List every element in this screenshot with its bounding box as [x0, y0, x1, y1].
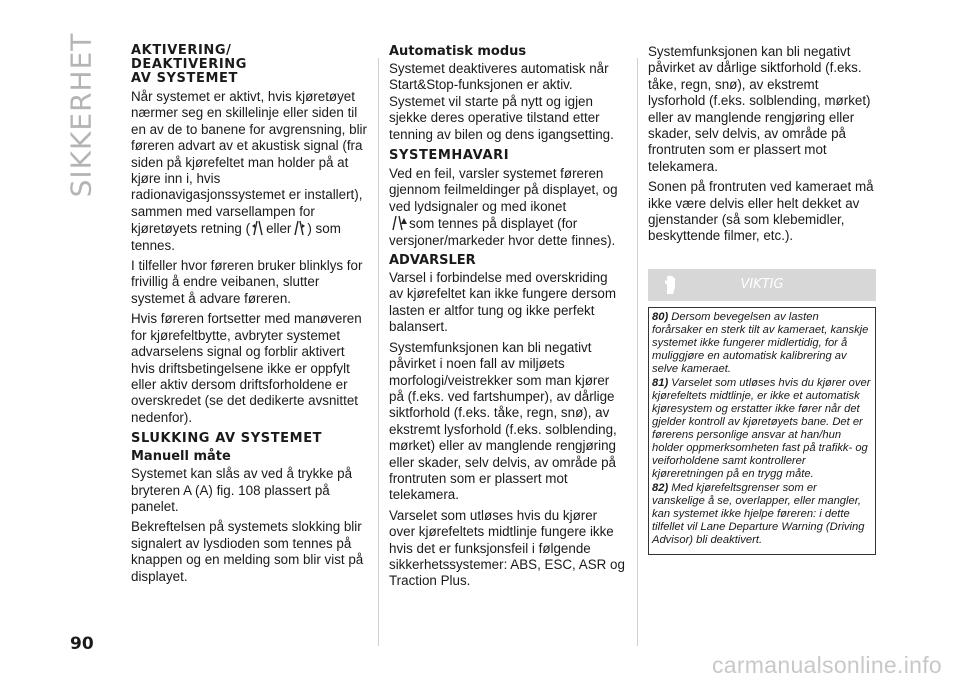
subheading-advarsler: ADVARSLER: [389, 253, 476, 269]
paragraph: Varsel i forbindelse med overskriding av kjørefeltet kan ikke fungere dersom lasten er altfor tung og ikke perfekt balansert.: [389, 270, 617, 335]
paragraph: Når systemet er aktivt, hvis kjøretøyet nærmer seg en skillelinje eller siden til en av de to banene for avgrensning, blir føreren advart av et akustisk signal (fra siden på kjørefeltet man holder på at kjøre inn i, hvis radionavigasjonssystemet er installert), sammen med varsellampen for kjøretøyets retning ( eller ) som tennes.: [131, 89, 367, 253]
column-3: [648, 44, 876, 555]
paragraph: Sonen på frontruten ved kameraet må ikke være delvis eller helt dekket av gjenstander (så som klebemidler, beskyttende filmer, etc.).: [648, 179, 874, 244]
viktig-label: VIKTIG: [740, 276, 784, 292]
note-82: 82) Med kjørefeltsgrenser som er vanskelige å se, overlapper, eller mangler, kan systemet ikke hjelpe føreren: i dette tilfellet vil Lane Departure Warning (Driving Advisor) bli deaktivert.: [652, 481, 865, 546]
column-divider-1: [378, 58, 379, 646]
paragraph: Hvis føreren fortsetter med manøveren for kjørefeltbytte, avbryter systemet advarselens signal og forblir aktivert hvis driftsbetingelsene ikke er oppfylt eller aktiv dersom driftsforholdene er overskredet (se det dedikerte avsnittet nedenfor).: [131, 311, 362, 425]
heading-aktivering: AKTIVERING/ DEAKTIVERING AV SYSTEMET: [131, 43, 248, 86]
watermark: carmanualsonline.info: [711, 652, 942, 678]
paragraph: Systemfunksjonen kan bli negativt påvirket av dårlige siktforhold (f.eks. tåke, regn, snø), av ekstremt lysforhold (f.eks. solblending, mørket) eller av manglende rengjøring eller skader, selv delvis, av område på frontruten som er plassert mot telekamera.: [648, 44, 871, 174]
section-side-title: [56, 32, 106, 198]
paragraph: Bekreftelsen på systemets slokking blir signalert av lysdioden som tennes på knappen og en melding som blir vist på displayet.: [131, 519, 364, 584]
column-1: [131, 44, 367, 589]
viktig-box: [648, 269, 876, 555]
paragraph: Varselet som utløses hvis du kjører over kjørefeltets midtlinje fungere ikke hvis det er funksjonsfeil i følgende sikkerhetssystemer: ABS, ESC, ASR og Traction Plus.: [389, 507, 625, 589]
paragraph: Systemet deaktiveres automatisk når Start&Stop-funksjonen er aktiv. Systemet vil starte på nytt og igjen sjekke deres operative tilstand etter tenning av bilen og dens igangsetting.: [389, 61, 614, 142]
viktig-header: [648, 269, 876, 301]
paragraph: Systemfunksjonen kan bli negativt påvirket i noen fall av miljøets morfologi/veistrekker som man kjører på (f.eks. ved fartshumper), av dårlige siktforhold (f.eks. tåke, regn, snø), av ekstremt lysforhold (f.eks. solblending, mørket) eller av manglende rengjøring eller skader, selv delvis, av område på frontruten som er plassert mot telekamera.: [389, 339, 617, 503]
heading-slukking: SLUKKING AV SYSTEMET: [131, 431, 323, 447]
page-number: 90: [70, 634, 94, 654]
viktig-notes: [648, 307, 876, 555]
note-81: 81) Varselet som utløses hvis du kjører over kjørefeltets midtlinje, er ikke et automatisk kjøresystem og erstatter ikke fører når det gjelder kontroll av kjøretøyets bane. Det er førerens personlige ansvar at han/hun holder oppmerksomheten fast på trafikk- og veiforholdene samt kontrollerer kjøreretningen på en trygg måte.: [652, 376, 871, 480]
subheading-manuell: Manuell måte: [131, 449, 231, 465]
paragraph: I tilfeller hvor føreren bruker blinklys for frivillig å endre veibanen, slutter systemet å advare føreren.: [131, 258, 363, 306]
note-80: 80) Dersom bevegelsen av lasten forårsaker en sterk tilt av kameraet, kanskje systemet ikke fungerer midlertidig, for å muliggjøre en automatisk kalibrering av selve kameraet.: [652, 310, 869, 375]
column-divider-2: [637, 58, 638, 646]
section-side-title-text: SIKKERHET: [64, 32, 98, 198]
heading-systemhavari: SYSTEMHAVARI: [389, 148, 510, 164]
paragraph: Ved en feil, varsler systemet føreren gjennom feilmeldinger på displayet, og ved lydsignaler og med ikonet som tennes på displayet (for versjoner/markeder hvor dette finnes).: [389, 166, 618, 248]
lane-system-fault-icon: [390, 215, 408, 231]
lane-left-warning-icon: [251, 220, 265, 236]
column-2: [389, 44, 625, 594]
subheading-automatisk: Automatisk modus: [389, 44, 527, 59]
paragraph: Systemet kan slås av ved å trykke på bryteren A (A) fig. 108 plassert på panelet.: [131, 466, 353, 514]
lane-right-warning-icon: [292, 220, 306, 236]
